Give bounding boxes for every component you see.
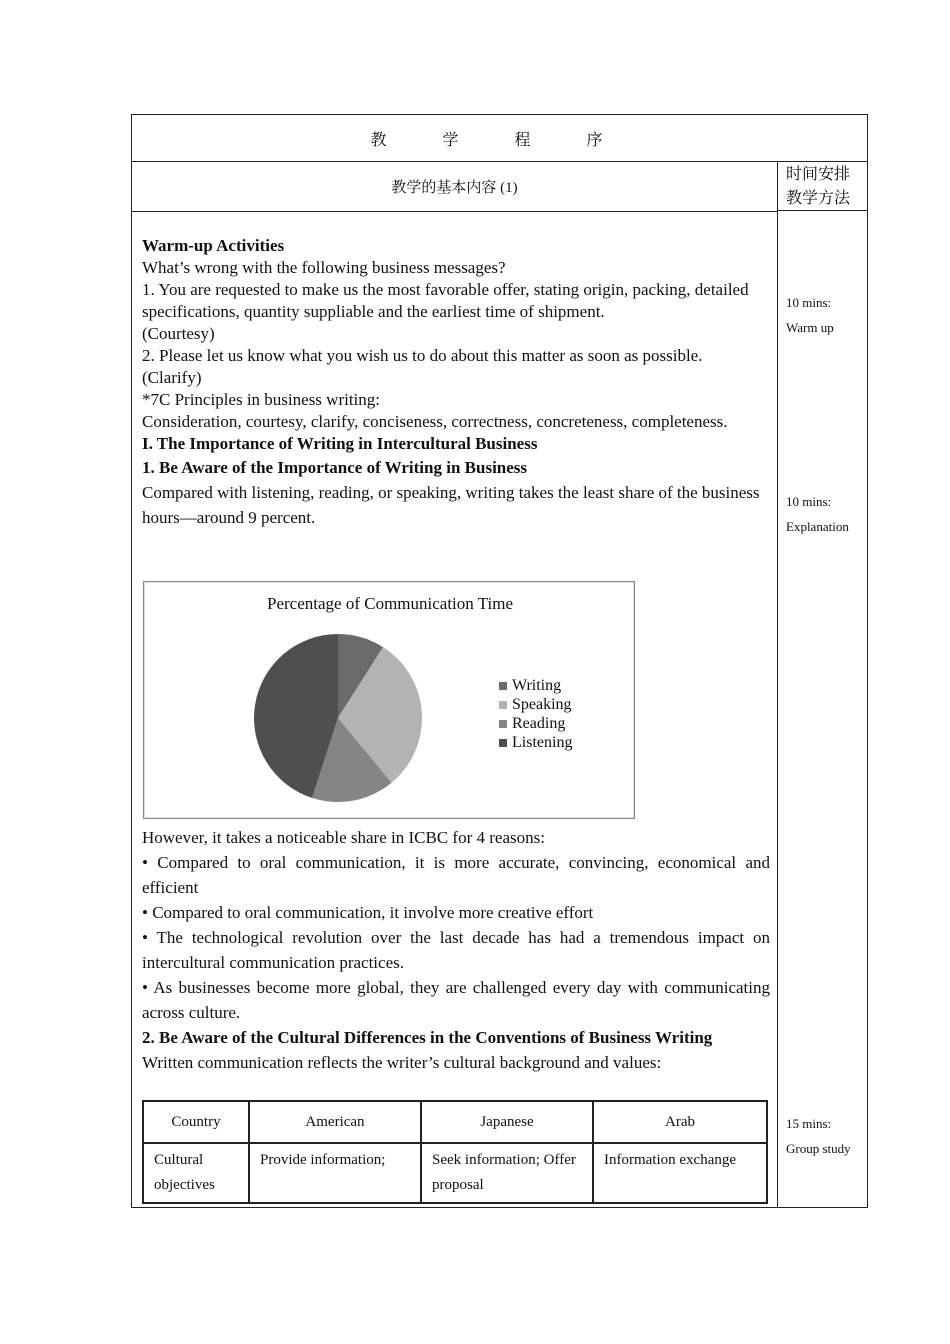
legend-label: Listening — [512, 734, 573, 751]
reason-item: • As businesses become more global, they are challenged every day with communicating across culture. — [142, 978, 770, 1022]
side-heading — [777, 161, 867, 211]
table-cell: Information exchange — [593, 1143, 767, 1203]
principles-heading: *7C Principles in business writing: — [142, 390, 380, 409]
legend-swatch — [499, 682, 507, 690]
after-chart-content — [142, 825, 770, 1075]
pie-chart — [143, 581, 635, 819]
pie-chart-svg — [238, 618, 438, 818]
side-note-method: Warm up — [786, 320, 834, 335]
legend-item-listening — [499, 733, 572, 752]
side-note-time: 10 mins: — [786, 494, 832, 509]
teaching-method-label: 教学方法 — [786, 190, 851, 207]
table-header-cell: Japanese — [421, 1101, 593, 1143]
section-2-heading: 2. Be Aware of the Cultural Differences in the Conventions of Business Writing — [142, 1028, 713, 1047]
legend-swatch — [499, 701, 507, 709]
warmup-item-2: 2. Please let us know what you wish us to do about this matter as soon as possible. — [142, 346, 703, 365]
side-note-group-study — [786, 1111, 851, 1161]
legend-item-reading — [499, 714, 572, 733]
legend-item-speaking — [499, 695, 572, 714]
section-1-heading: I. The Importance of Writing in Intercultural Business — [142, 434, 538, 453]
reason-item: • Compared to oral communication, it involve more creative effort — [142, 903, 594, 922]
side-note-method: Group study — [786, 1141, 851, 1156]
lesson-content — [142, 235, 770, 530]
table-header-row — [143, 1101, 767, 1143]
warmup-heading: Warm-up Activities — [142, 236, 285, 255]
side-note-method: Explanation — [786, 519, 849, 534]
reason-item: • The technological revolution over the last decade has had a tremendous impact on intercultural communication practices. — [142, 928, 770, 972]
legend-label: Reading — [512, 715, 566, 732]
legend-swatch — [499, 739, 507, 747]
culture-table — [142, 1100, 768, 1204]
section-1-sub-heading: 1. Be Aware of the Importance of Writing in Business — [142, 458, 528, 477]
column-divider — [777, 211, 778, 1207]
warmup-item-2-tag: (Clarify) — [142, 368, 202, 387]
side-note-time: 15 mins: — [786, 1116, 832, 1131]
reason-item: • Compared to oral communication, it is more accurate, convincing, economical and efficient — [142, 853, 770, 897]
table-header-cell: Country — [143, 1101, 249, 1143]
side-note-warmup — [786, 290, 834, 340]
warmup-item-1-tag: (Courtesy) — [142, 324, 215, 343]
section-2-intro: Written communication reflects the writer’s cultural background and values: — [142, 1053, 662, 1072]
legend-swatch — [499, 720, 507, 728]
table-title: 教 学 程 序 — [132, 115, 867, 162]
legend-label: Speaking — [512, 696, 572, 713]
table-cell: Seek information; Offer proposal — [421, 1143, 593, 1203]
chart-title: Percentage of Communication Time — [267, 594, 513, 613]
time-arrangement-label: 时间安排 — [786, 166, 851, 183]
table-cell: Provide information; — [249, 1143, 421, 1203]
reasons-intro: However, it takes a noticeable share in ICBC for 4 reasons: — [142, 828, 545, 847]
lesson-plan-table — [131, 114, 868, 1208]
side-note-explanation — [786, 489, 849, 539]
warmup-item-1: 1. You are requested to make us the most favorable offer, stating origin, packing, detailed specifications, quantity suppliable and the earliest time of shipment. — [142, 280, 749, 321]
table-header-cell: Arab — [593, 1101, 767, 1143]
table-row — [143, 1143, 767, 1203]
table-header-cell: American — [249, 1101, 421, 1143]
legend-label: Writing — [512, 677, 562, 694]
side-note-time: 10 mins: — [786, 295, 832, 310]
chart-legend — [499, 676, 572, 752]
section-1-text: Compared with listening, reading, or speaking, writing takes the least share of the business hours—around 9 percent. — [142, 483, 760, 527]
table-cell: Cultural objectives — [143, 1143, 249, 1203]
principles-list: Consideration, courtesy, clarify, conciseness, correctness, concreteness, completeness. — [142, 412, 728, 431]
warmup-question: What’s wrong with the following business messages? — [142, 258, 506, 277]
content-heading: 教学的基本内容 (1) — [132, 161, 777, 212]
legend-item-writing — [499, 676, 572, 695]
